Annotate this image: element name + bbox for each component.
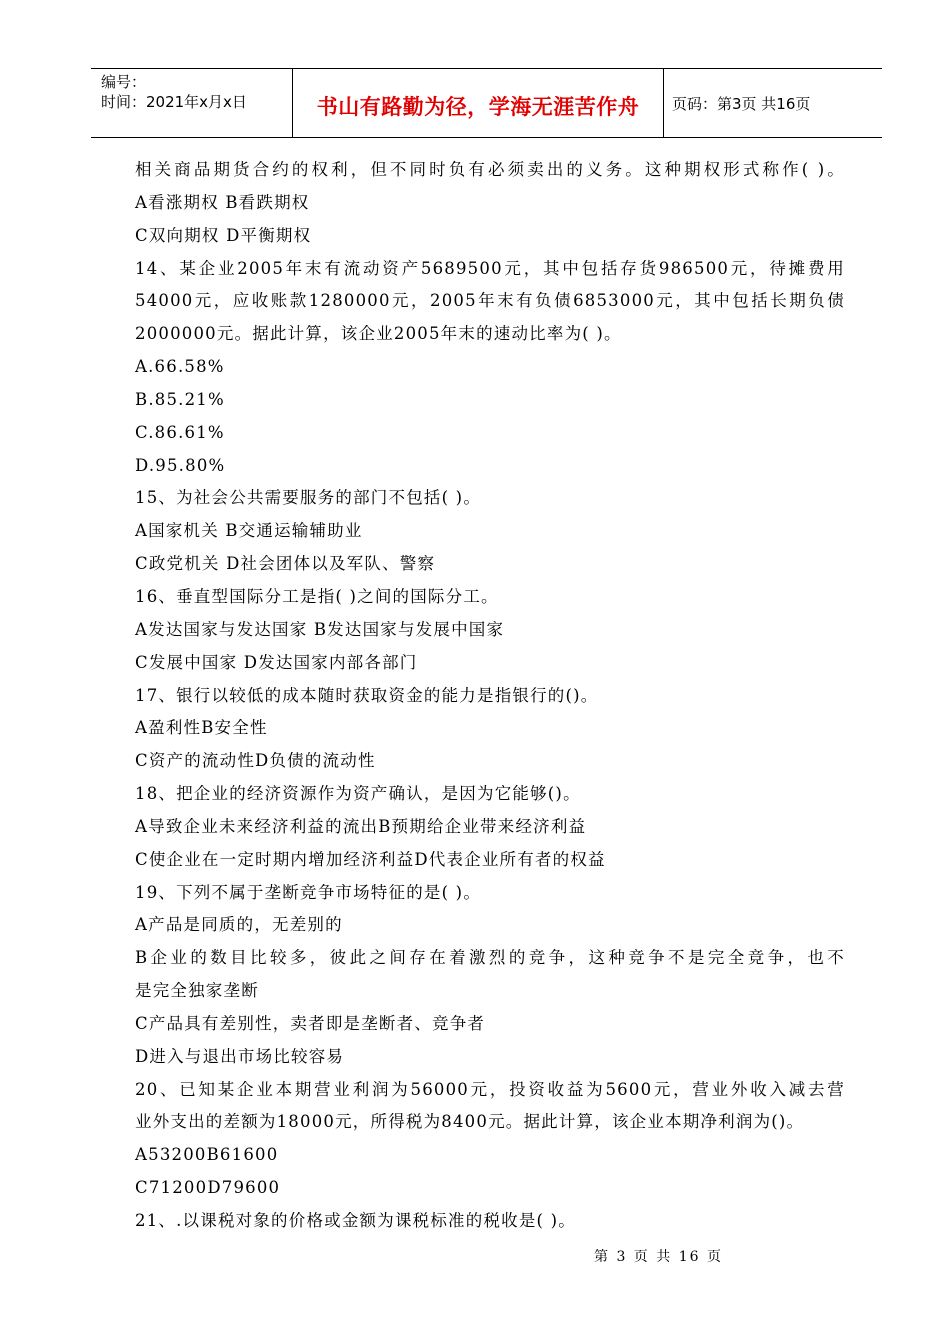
text-line: A看涨期权 B看跌期权 — [135, 192, 310, 212]
header-page-cell — [664, 69, 882, 137]
text-line: C使企业在一定时期内增加经济利益D代表企业所有者的权益 — [135, 849, 606, 869]
text-line: C双向期权 D平衡期权 — [135, 225, 312, 245]
text-line: C发展中国家 D发达国家内部各部门 — [135, 652, 418, 672]
text-line: C资产的流动性D负债的流动性 — [135, 751, 376, 771]
text-line: 16、垂直型国际分工是指( )之间的国际分工。 — [135, 586, 499, 606]
text-line: 20、已知某企业本期营业利润为56000元，投资收益为5600元，营业外收入减去营 — [135, 1079, 845, 1099]
text-line: A盈利性B安全性 — [135, 718, 268, 738]
text-line: 54000元，应收账款1280000元，2005年末有负债6853000元，其中包括长期负债 — [135, 291, 845, 311]
header-motto-cell — [293, 69, 664, 137]
text-line: A发达国家与发达国家 B发达国家与发展中国家 — [135, 619, 505, 639]
text-line: C.86.61% — [135, 422, 225, 442]
text-line: A产品是同质的，无差别的 — [135, 915, 343, 935]
text-line: D.95.80% — [135, 455, 226, 475]
text-line: C71200D79600 — [135, 1178, 281, 1198]
text-line: 17、银行以较低的成本随时获取资金的能力是指银行的()。 — [135, 685, 599, 705]
document-time-label: 时间：2021年x月x日 — [101, 93, 247, 111]
text-line: A导致企业未来经济利益的流出B预期给企业带来经济利益 — [135, 816, 587, 836]
header-motto: 书山有路勤为径，学海无涯苦作舟 — [316, 95, 640, 119]
text-line: 14、某企业2005年末有流动资产5689500元，其中包括存货986500元，待摊费用 — [135, 258, 845, 278]
document-body — [135, 154, 845, 1238]
text-line: 21、.以课税对象的价格或金额为课税标准的税收是( )。 — [135, 1211, 576, 1230]
text-line: 2000000元。据此计算，该企业2005年末的速动比率为( )。 — [135, 324, 622, 344]
text-line: B企业的数目比较多，彼此之间存在着激烈的竞争，这种竞争不是完全竞争，也不 — [135, 948, 845, 968]
text-line: 18、把企业的经济资源作为资产确认，是因为它能够()。 — [135, 784, 581, 804]
text-line: A.66.58% — [135, 357, 225, 377]
text-line: C产品具有差别性，卖者即是垄断者、竞争者 — [135, 1013, 486, 1033]
text-line: 是完全独家垄断 — [135, 981, 259, 1001]
text-line: 相关商品期货合约的权利，但不同时负有必须卖出的义务。这种期权形式称作( )。 — [135, 160, 845, 179]
text-line: A53200B61600 — [135, 1145, 279, 1165]
header-page-info: 页码：第3页 共16页 — [672, 95, 811, 113]
page-footer: 第 3 页 共 16 页 — [594, 1249, 723, 1265]
text-line: B.85.21% — [135, 389, 225, 409]
text-line: 15、为社会公共需要服务的部门不包括( )。 — [135, 488, 482, 508]
document-number-label: 编号： — [101, 73, 147, 91]
header-meta-cell — [91, 69, 293, 137]
page-header — [91, 68, 882, 138]
text-line: 19、下列不属于垄断竞争市场特征的是( )。 — [135, 882, 482, 902]
text-line: A国家机关 B交通运输辅助业 — [135, 521, 363, 541]
text-line: C政党机关 D社会团体以及军队、警察 — [135, 554, 436, 574]
text-line: D进入与退出市场比较容易 — [135, 1046, 345, 1066]
text-line: 业外支出的差额为18000元，所得税为8400元。据此计算，该企业本期净利润为()。 — [135, 1112, 805, 1132]
